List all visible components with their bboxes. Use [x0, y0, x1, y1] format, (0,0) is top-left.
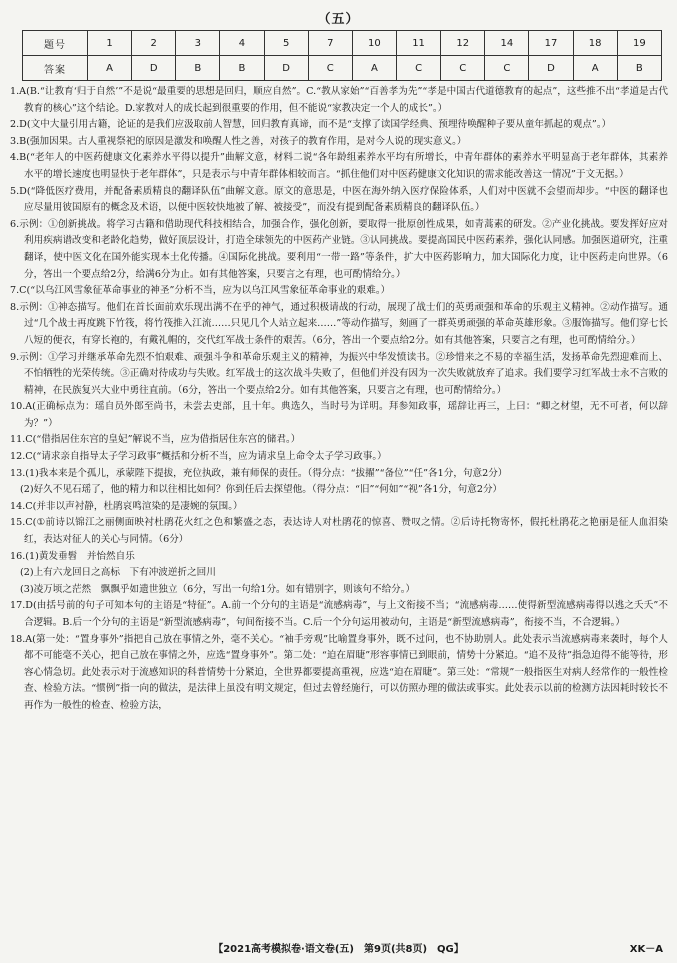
footer-code: XK－A	[629, 944, 663, 955]
answer-paragraph: 10.A(正确标点为：瑶自员外郎至尚书，未尝去吏部，且十年。典选久，当时号为详明。拜参知政事，瑶辞让再三，上曰：“卿之材望，无不可者，何以辞为？”）	[10, 401, 668, 429]
question-number-row	[23, 31, 662, 56]
answer-cell: C	[308, 56, 352, 81]
question-number-cell: 19	[617, 31, 661, 56]
question-number-cell: 7	[308, 31, 352, 56]
answer-paragraph: 18.A(第一处：“置身事外”指把自己放在事情之外，毫不关心。“袖手旁观”比喻置身事外，既不过问，也不协助别人。此处表示当流感病毒来袭时，每个人都不可能毫不关心，把自己放在事情之外，应选“置身事外”。第二处：“迫在眉睫”形容事情已到眼前，情势十分紧迫。“追不及待”指急迫得不能等待，形容心情急切。此处表示对于流感知识的科普情势十分紧迫，全世界都要提高重视，应选“迫在眉睫”。第三处：“常规”一般指医生对病人经常作的一般性检查、检验方法。“惯例”指一向的做法，是法律上虽没有明文规定，但过去曾经施行，可以仿照办理的做法或事实。此处表示以前的检测方法因耗时较长不再作为一般性的检查、检验方法，	[10, 633, 668, 711]
question-number-cell: 17	[529, 31, 573, 56]
answer-row	[23, 56, 662, 81]
answer-cell: B	[176, 56, 220, 81]
question-number-cell: 14	[485, 31, 529, 56]
question-number-cell: 1	[88, 31, 132, 56]
question-number-cell: 18	[573, 31, 617, 56]
page-footer	[0, 940, 677, 958]
answer-paragraph: 16.(1)黄发垂髫 并怡然自乐	[10, 550, 135, 562]
answer-paragraph: 8.示例：①神态描写。他们在首长面前欢乐现出满不在乎的神气，通过积极请战的行动，展现了战士们的英勇顽强和革命的乐观主义精神。②动作描写。通过“几个战士再度跳下竹筏，将竹筏推入江流……只见几个人站立起来……”等动作描写，刻画了一群英勇顽强的革命英雄形象。③服饰描写。他们穿七长八短的便衣，有穿长袍的，有戴礼帽的，交代红军战士条件的艰苦。（6分，答出一个要点给2分。如有其他答案，只要言之有理，也可酌情给分。）	[10, 301, 668, 346]
answer-cell: D	[132, 56, 176, 81]
answer-cell: A	[352, 56, 396, 81]
answer-cell: C	[485, 56, 529, 81]
question-number-cell: 5	[264, 31, 308, 56]
question-number-cell: 10	[352, 31, 396, 56]
footer-title: 【2021高考模拟卷·语文卷(五) 第9页(共8页) QG】	[213, 944, 464, 955]
answer-paragraph: 6.示例：①创新挑战。将学习古籍和借助现代科技相结合，加强合作，强化创新，要取得一批原创性成果，如青蒿素的研发。②产业化挑战。要发挥好应对利用疾病谱改变和老龄化趋势，做好顶层设计，打造全球领先的中医药产业链。③认同挑战。要提高国民中医药素养，强化认同感。加强医道研究，注重翻译，使中医文化在国外能实现本土化传播。④国际化挑战。要利用“一带一路”等条件，扩大中医药影响力，加大国际化力度，让中医药走向世界。（6分，答出一个要点给2分，给满6分为止。如有其他答案，只要言之有理，也可酌情给分。）	[10, 218, 668, 280]
page-title: （五）	[317, 12, 360, 27]
answer-cell: A	[573, 56, 617, 81]
answer-paragraph: 17.D(由括号前的句子可知本句的主语是“特征”。A.前一个分句的主语是“流感病毒”，与上文衔接不当；“流感病毒……使得新型流感病毒得以逃之夭夭”不合逻辑。B.后一个分句的主语是“新型流感病毒”，句间衔接不当。C.后一个分句运用被动句，主语是“新型流感病毒”，衔接不当，不合逻辑。）	[10, 600, 668, 628]
question-number-cell: 3	[176, 31, 220, 56]
answer-cell: C	[441, 56, 485, 81]
answer-cell: D	[264, 56, 308, 81]
question-number-cell: 4	[220, 31, 264, 56]
answer-cell: B	[220, 56, 264, 81]
answer-paragraph: 11.C(“借指居住东宫的皇妃”解说不当，应为借指居住东宫的储君。）	[10, 434, 301, 446]
answer-sub-paragraph: (3)凌万顷之茫然 飘飘乎如遗世独立（6分，写出一句给1分。如有错别字，则该句不给分。）	[20, 583, 416, 595]
answer-cell: D	[529, 56, 573, 81]
answer-paragraph: 4.B(“老年人的中医药健康文化素养水平得以提升”曲解文意，材料二说“各年龄组素养水平均有所增长，中青年群体的素养水平明显高于老年群体，其素养水平的增长速度也明显快于老年群体”，只是表示与中青年群体相较而言。“抓住他们对中医药健康文化知识的需求能改善这一情况”于文无据。）	[10, 152, 668, 180]
row-header-answer: 答案	[23, 56, 88, 81]
answer-paragraph: 12.C(“请求亲自指导太子学习政事”概括和分析不当，应为请求皇上命令太子学习政事。）	[10, 451, 387, 463]
answer-paragraph: 1.A(B.“让教育‘归于自然’”不是说“最重要的思想是回归，顺应自然”。C.“教从家始”“百善孝为先”“孝是中国古代道德教育的起点”，这些推不出“孝道是古代教育的核心”这个结论。D.家教对人的成长起到很重要的作用，但不能说“家教决定一个人的成长”。）	[10, 86, 668, 114]
answer-paragraph: 14.C(并非以声衬静，杜鹃哀鸣渲染的是凄婉的氛围。）	[10, 500, 243, 512]
answer-paragraph: 7.C(“以乌江风雪象征革命事业的神圣”分析不当，应为以乌江风雪象征革命事业的艰难。）	[10, 285, 391, 297]
answer-sub-paragraph: (2)好久不见石瑶了，他的精力和以往相比如何？你到任后去探望他。（得分点：“旧”“何如”“视”各1分，句意2分）	[20, 484, 503, 496]
answer-cell: A	[88, 56, 132, 81]
answer-paragraph: 15.C(①前诗以锦江之丽侧面映衬杜鹃花火红之色和繁盛之态，表达诗人对杜鹃花的惊喜、赞叹之情。②后诗托物寄怀，假托杜鹃花之艳丽是征人血泪染红，表达对征人的关心与同情。（6分）	[10, 517, 668, 546]
answer-paragraph: 9.示例：①学习并继承革命先烈不怕艰难、顽强斗争和革命乐观主义的精神，为振兴中华发愤读书。②珍惜来之不易的幸福生活，发扬革命先烈迎难而上、不怕牺牲的光荣传统。③正确对待成功与失败。红军战士的这次战斗失败了，但他们并没有因为一次失败就放弃了追求。我们要学习红军战士永不言败的精神，在民族复兴大业中勇往直前。（6分，答出一个要点给2分。如有其他答案，只要言之有理，也可酌情给分。）	[10, 351, 668, 396]
answer-paragraph: 2.D(文中大量引用古籍，论证的是我们应汲取前人智慧，回归教育真谛，而不是“支撑了读国学经典、预埋待唤醒种子要从童年抓起的观点”。）	[10, 119, 612, 131]
question-number-cell: 12	[441, 31, 485, 56]
answer-paragraph: 3.B(强加因果。古人重视祭祀的原因是激发和唤醒人性之善，对孩子的教育作用，是对今人说的现实意义。）	[10, 135, 467, 147]
row-header-number: 题号	[23, 31, 88, 56]
answer-cell: C	[396, 56, 440, 81]
answer-cell: B	[617, 56, 661, 81]
answer-sub-paragraph: (2)上有六龙回日之高标 下有冲波逆折之回川	[20, 567, 216, 579]
answer-table	[22, 30, 662, 81]
answer-paragraph: 13.(1)我本来是个孤儿，承蒙陛下提拔，充位执政，兼有师保的责任。（得分点：“拔擢”“备位”“任”各1分，句意2分）	[10, 467, 508, 479]
answer-paragraph: 5.D(“降低医疗费用，并配备素质精良的翻译队伍”曲解文意。原文的意思是，中医在海外纳入医疗保险体系，人们对中医就不会望而却步。“中医的翻译也应尽量用彼国原有的概念及术语，以便中医较快地被了解、被接受”，而没有提到配备素质精良的翻译队伍。）	[10, 185, 668, 214]
question-number-cell: 2	[132, 31, 176, 56]
answer-explanations	[10, 84, 668, 715]
question-number-cell: 11	[396, 31, 440, 56]
